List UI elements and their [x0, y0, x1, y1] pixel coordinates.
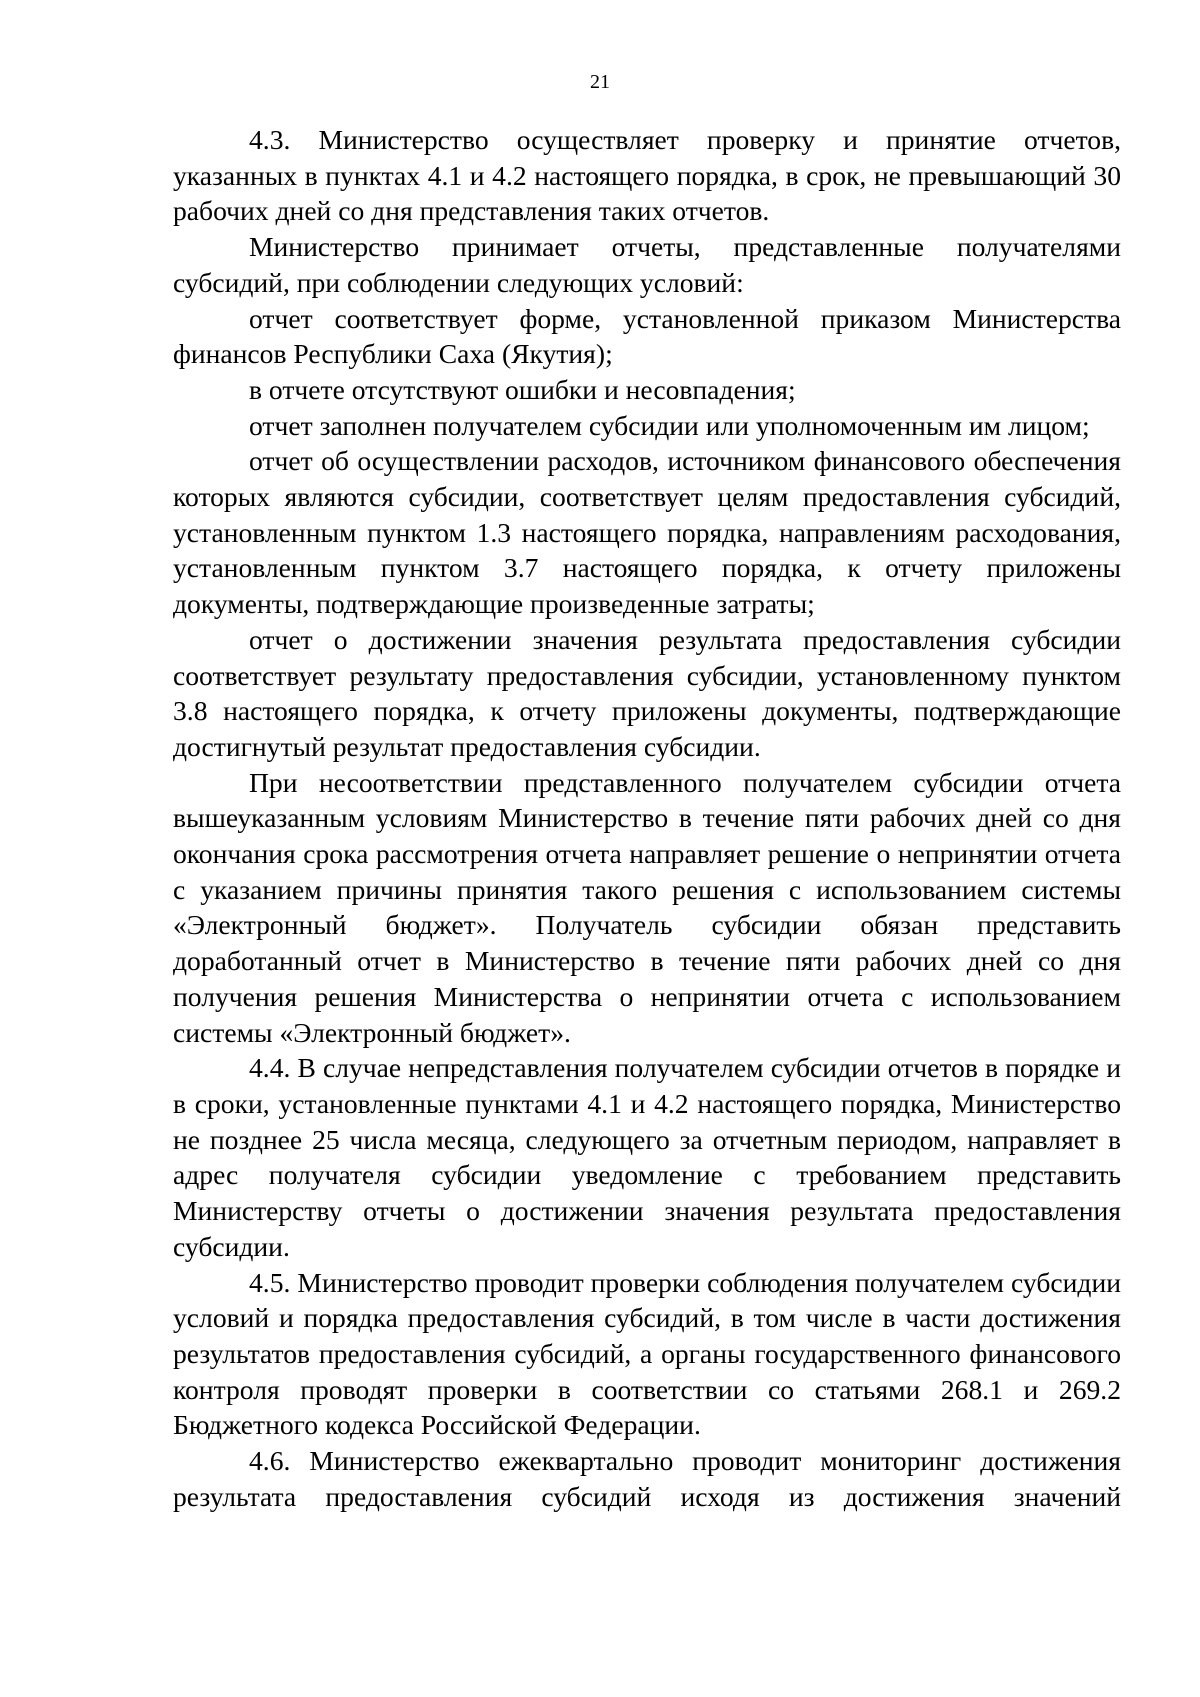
paragraph-4-5: 4.5. Министерство проводит проверки соблюдения получателем субсидии условий и порядка предоставления субсидий, в том числе в части достижения результатов предоставления субсидий, а органы государственного финансового контроля проводят проверки в соответствии со статьями 268.1 и 269.2 Бюджетного кодекса Российской Федерации. [173, 1266, 1121, 1441]
paragraph-4-3: 4.3. Министерство осуществляет проверку и принятие отчетов, указанных в пунктах 4.1 и 4.2 настоящего порядка, в срок, не превышающий 30 рабочих дней со дня представления таких отчетов. [173, 124, 1121, 227]
page-number: 21 [590, 71, 610, 93]
condition-report-form: отчет соответствует форме, установленной приказом Министерства финансов Республики Саха (Якутия); [173, 302, 1121, 370]
condition-expenses-report: отчет об осуществлении расходов, источником финансового обеспечения которых являются субсидии, соответствует целям предоставления субсидий, установленным пунктом 1.3 настоящего порядка, направлениям расходования, установленным пунктом 3.7 настоящего порядка, к отчету приложены документы, подтверждающие произведенные затраты; [173, 445, 1121, 620]
condition-no-errors: в отчете отсутствуют ошибки и несовпадения; [249, 373, 796, 405]
paragraph-4-6: 4.6. Министерство ежеквартально проводит мониторинг достижения результата предоставления субсидий исходя из достижения значений [173, 1445, 1121, 1512]
condition-result-report: отчет о достижении значения результата предоставления субсидии соответствует результату предоставления субсидии, установленному пунктом 3.8 настоящего порядка, к отчету приложены документы, подтверждающие достигнутый результат предоставления субсидии. [173, 623, 1121, 762]
paragraph-non-compliance: При несоответствии представленного получателем субсидии отчета вышеуказанным условиям Министерство в течение пяти рабочих дней со дня окончания срока рассмотрения отчета направляет решение о непринятии отчета с указанием причины принятия такого решения с использованием системы «Электронный бюджет». Получатель субсидии обязан представить доработанный отчет в Министерство в течение пяти рабочих дней со дня получения решения Министерства о непринятии отчета с использованием системы «Электронный бюджет». [173, 766, 1121, 1048]
paragraph-4-4: 4.4. В случае непредставления получателем субсидии отчетов в порядке и в сроки, установленные пунктами 4.1 и 4.2 настоящего порядка, Министерство не позднее 25 числа месяца, следующего за отчетным периодом, направляет в адрес получателя субсидии уведомление с требованием представить Министерству отчеты о достижении значения результата предоставления субсидии. [173, 1052, 1121, 1262]
document-body [173, 122, 1121, 1514]
paragraph-acceptance-conditions: Министерство принимает отчеты, представленные получателями субсидий, при соблюдении следующих условий: [173, 231, 1121, 298]
condition-filled-by-recipient: отчет заполнен получателем субсидии или уполномоченным им лицом; [249, 409, 1090, 441]
